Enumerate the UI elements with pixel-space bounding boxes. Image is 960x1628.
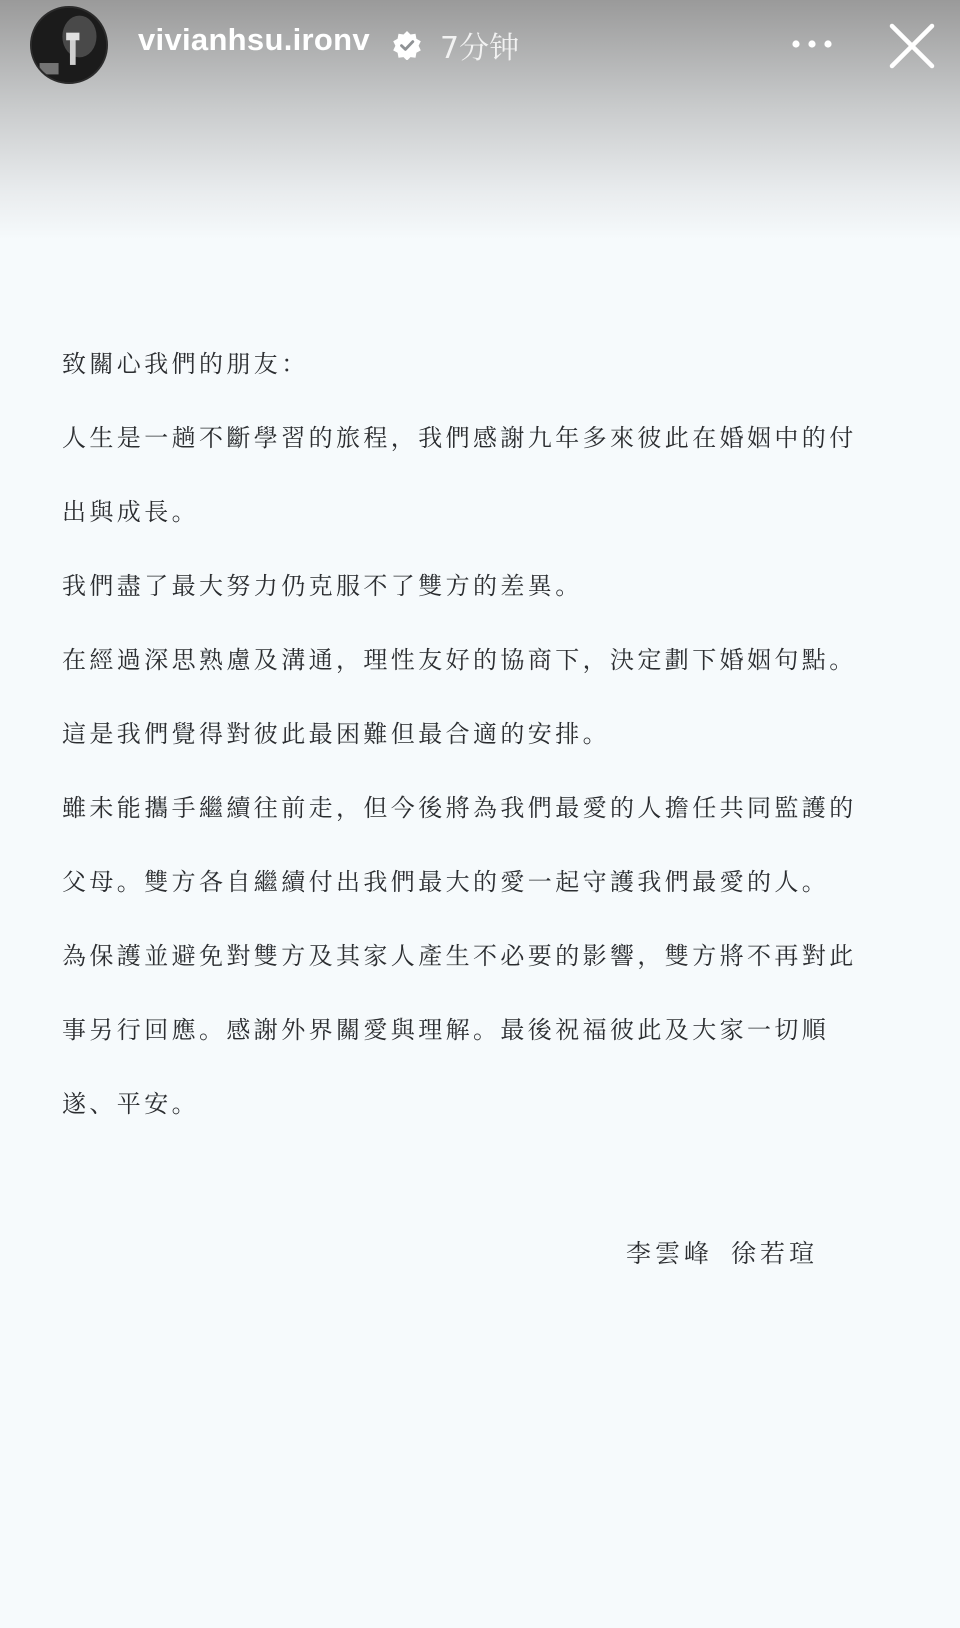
letter-line: 出與成長。 — [62, 498, 199, 526]
signature-name: 李雲峰 — [626, 1239, 714, 1268]
letter-line: 這是我們覺得對彼此最困難但最合適的安排。 — [62, 720, 610, 748]
letter-line: 為保護並避免對雙方及其家人產生不必要的影響，雙方將不再對此 — [62, 942, 857, 970]
letter-line: 人生是一趟不斷學習的旅程，我們感謝九年多來彼此在婚姻中的付 — [62, 424, 857, 452]
more-dots-icon[interactable] — [788, 30, 836, 58]
letter-body — [62, 340, 912, 1154]
letter-line: 在經過深思熟慮及溝通，理性友好的協商下，決定劃下婚姻句點。 — [62, 646, 857, 674]
letter-greeting: 致關心我們的朋友： — [62, 350, 309, 378]
letter-signature — [626, 1234, 818, 1270]
letter-line: 我們盡了最大努力仍克服不了雙方的差異。 — [62, 572, 583, 600]
story-username[interactable]: vivianhsu.ironv — [138, 22, 370, 57]
story-header — [0, 0, 960, 90]
avatar[interactable] — [30, 6, 108, 84]
verified-badge-icon — [392, 30, 422, 60]
story-timestamp: 7分钟 — [440, 31, 520, 66]
letter-line: 事另行回應。感謝外界關愛與理解。最後祝福彼此及大家一切順 — [62, 1016, 830, 1044]
signature-name: 徐若瑄 — [731, 1239, 819, 1268]
close-icon[interactable] — [886, 20, 938, 72]
letter-line: 遂、平安。 — [62, 1090, 199, 1118]
avatar-photo-icon — [32, 8, 106, 82]
letter-line: 父母。雙方各自繼續付出我們最大的愛一起守護我們最愛的人。 — [62, 868, 830, 896]
letter-line: 雖未能攜手繼續往前走，但今後將為我們最愛的人擔任共同監護的 — [62, 794, 857, 822]
